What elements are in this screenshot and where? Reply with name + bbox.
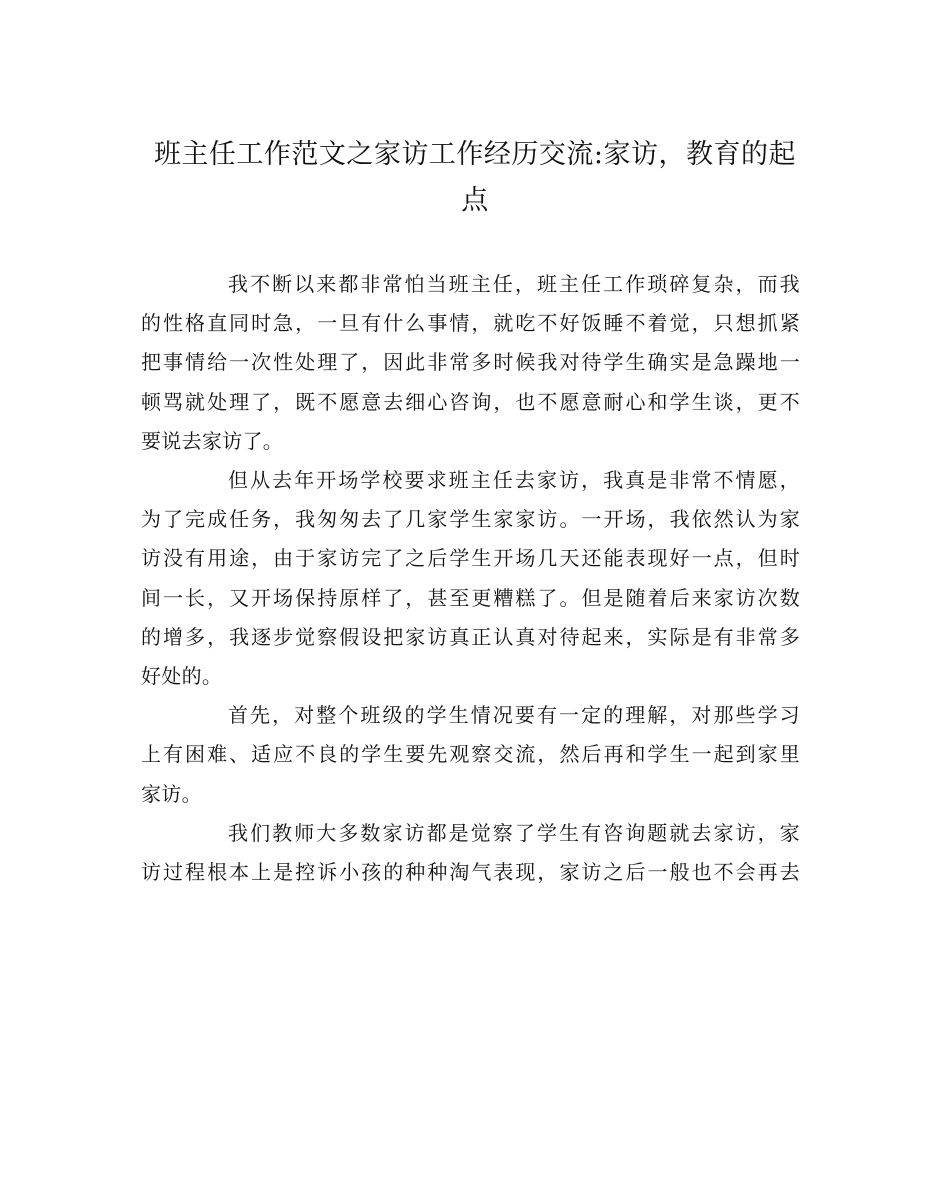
paragraph <box>141 265 800 461</box>
text-line: 的性格直同时急，一旦有什么事情，就吃不好饭睡不着觉，只想抓紧 <box>141 311 800 336</box>
text-line: 要说去家访了。 <box>141 428 284 453</box>
paragraph <box>141 461 800 696</box>
title-line: 点 <box>461 185 489 216</box>
text-line: 的增多，我逐步觉察假设把家访真正认真对待起来，实际是有非常多 <box>141 624 800 649</box>
text-line: 但从去年开场学校要求班主任去家访，我真是非常不情愿， <box>228 468 800 493</box>
text-line: 为了完成任务，我匆匆去了几家学生家家访。一开场，我依然认为家 <box>141 507 800 532</box>
title-line: 班主任工作范文之家访工作经历交流:家访，教育的起 <box>153 139 797 170</box>
text-line: 访过程根本上是控诉小孩的种种淘气表现，家访之后一般也不会再去 <box>141 860 800 885</box>
paragraph <box>141 814 800 892</box>
text-line: 顿骂就处理了，既不愿意去细心咨询，也不愿意耐心和学生谈，更不 <box>141 389 800 414</box>
text-line: 我们教师大多数家访都是觉察了学生有咨询题就去家访，家 <box>228 820 800 845</box>
text-line: 上有困难、适应不良的学生要先观察交流，然后再和学生一起到家里 <box>141 742 800 767</box>
text-line: 我不断以来都非常怕当班主任，班主任工作琐碎复杂，而我 <box>228 272 800 296</box>
text-line: 首先，对整个班级的学生情况要有一定的理解，对那些学习 <box>228 703 800 728</box>
text-line: 访没有用途，由于家访完了之后学生开场几天还能表现好一点，但时 <box>141 546 800 571</box>
document-body <box>141 265 800 892</box>
paragraph <box>141 696 800 814</box>
text-line: 间一长，又开场保持原样了，甚至更糟糕了。但是随着后来家访次数 <box>141 585 800 610</box>
document-title <box>130 132 820 224</box>
text-line: 好处的。 <box>141 664 223 689</box>
text-line: 家访。 <box>141 781 202 806</box>
text-line: 把事情给一次性处理了，因此非常多时候我对待学生确实是急躁地一 <box>141 350 800 375</box>
